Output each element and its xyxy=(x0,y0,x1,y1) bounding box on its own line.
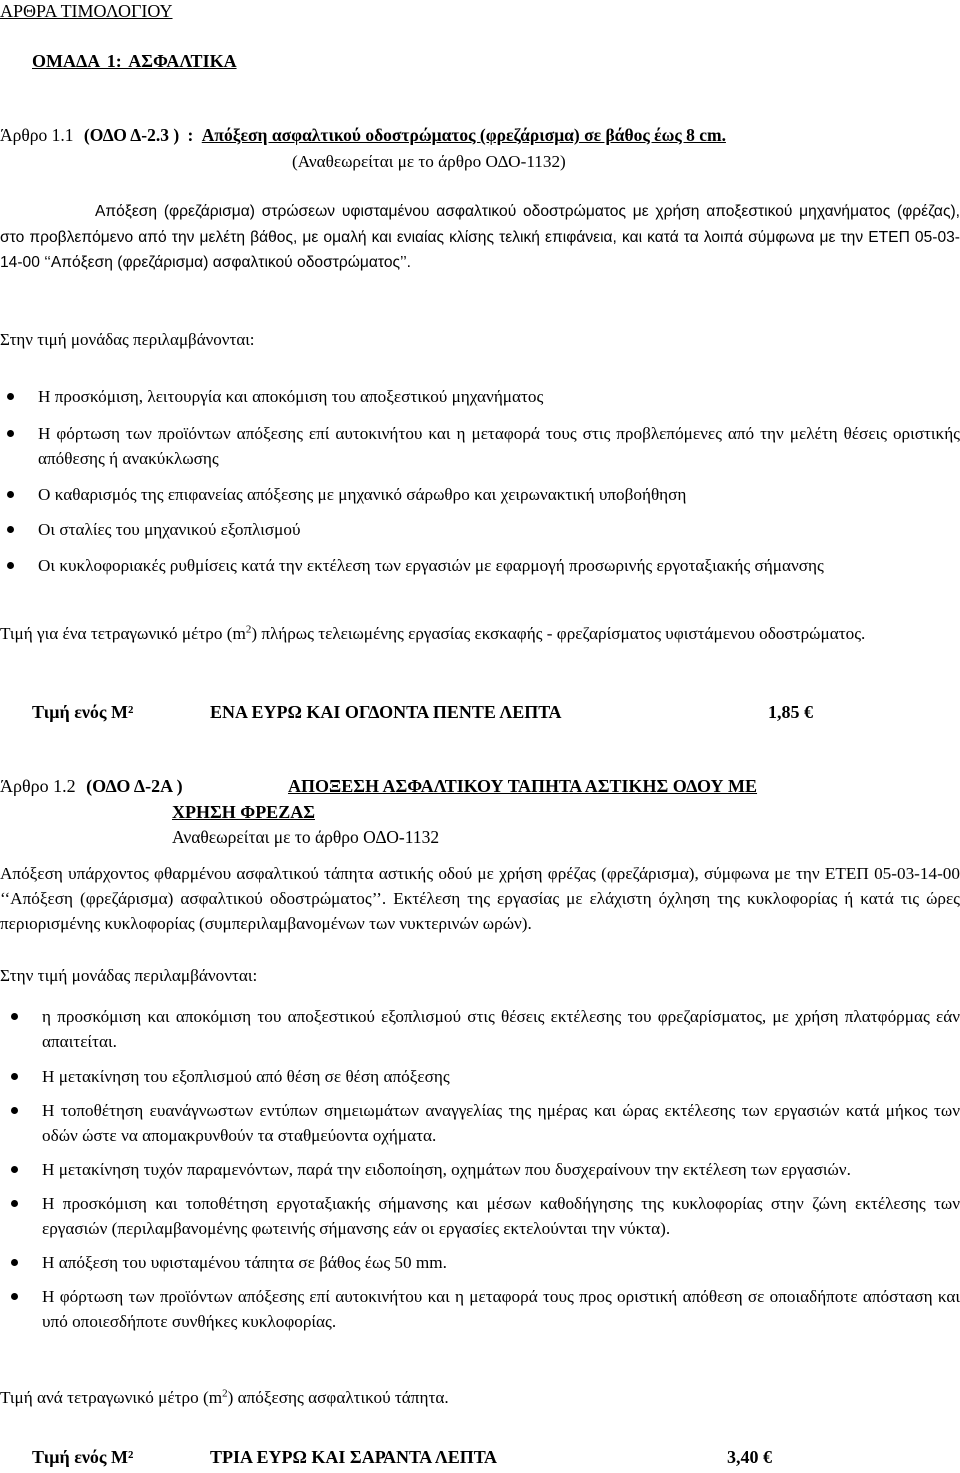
price-value: 1,85 € xyxy=(768,702,813,722)
price-label: Τιμή ενός Μ² xyxy=(32,1447,134,1467)
unit-superscript: 2 xyxy=(245,623,252,636)
unit-text-start: Τιμή για ένα τετραγωνικό μέτρο (m xyxy=(0,624,246,643)
article2-title-line1: ΑΠΟΞΕΣΗ ΑΣΦΑΛΤΙΚΟΥ ΤΑΠΗΤΑ ΑΣΤΙΚΗΣ ΟΔΟΥ ΜΕ xyxy=(288,776,758,796)
list-item: Η φόρτωση των προϊόντων απόξεσης επί αυτοκινήτου και η μεταφορά τους προς οριστική απόθεση σε οποιαδήποτε απόσταση και υπό οποιεσδήποτε συνθήκες κυκλοφορίας. xyxy=(42,1284,960,1334)
article1-heading xyxy=(0,123,960,148)
article2-code: (ΟΔΟ Δ-2Α ) xyxy=(86,776,183,796)
article1-price-row xyxy=(0,700,960,726)
group-title: ΟΜΑΔΑ 1: ΑΣΦΑΛΤΙΚΑ xyxy=(32,51,237,71)
article2-title-line2: ΧΡΗΣΗ ΦΡΕΖΑΣ xyxy=(172,802,315,822)
price-label: Τιμή ενός Μ² xyxy=(32,702,134,722)
list-item: Οι κυκλοφοριακές ρυθμίσεις κατά την εκτέλεση των εργασιών με εφαρμογή προσωρινής εργοταξιακής σήμανσης xyxy=(38,553,960,578)
article2-heading-left xyxy=(0,774,183,799)
list-item: Η μετακίνηση του εξοπλισμού από θέση σε θέση απόξεσης xyxy=(42,1064,960,1089)
list-item: Η προσκόμιση, λειτουργία και αποκόμιση του αποξεστικού μηχανήματος xyxy=(38,384,960,409)
article2-unit-text xyxy=(0,1385,449,1410)
list-item: Οι σταλίες του μηχανικού εξοπλισμού xyxy=(38,517,960,542)
price-value: 3,40 € xyxy=(727,1447,772,1467)
article1-description: Απόξεση (φρεζάρισμα) στρώσεων υφισταμένου ασφαλτικού οδοστρώματος με χρήση αποξεστικού μηχανήματος (φρέζας), στο προβλεπόμενο από την μελέτη βάθος, με ομαλή και ενιαίας κλίσης τελική επιφάνεια, και κατά τα λοιπά σύμφωνα με την ΕΤΕΠ 05-03-14-00 ‘‘Απόξεση (φρεζάρισμα) ασφαλτικού οδοστρώματος’’. xyxy=(0,203,960,271)
article1-title: Απόξεση ασφαλτικού οδοστρώματος (φρεζάρισμα) σε βάθος έως 8 cm. xyxy=(201,125,726,145)
unit-superscript: 2 xyxy=(222,1387,228,1400)
list-item: Η τοποθέτηση ευανάγνωστων εντύπων σημειωμάτων αναγγελίας της ημέρας και ώρας εκτέλεσης των εργασιών κατά μήκος των οδών ώστε να απομακρυνθούν τα σταθμεύοντα οχήματα. xyxy=(42,1098,960,1148)
unit-text-end: ) πλήρως τελειωμένης εργασίας εκσκαφής - φρεζαρίσματος υφιστάμενου οδοστρώματος. xyxy=(251,624,866,643)
article2-includes-intro: Στην τιμή μονάδας περιλαμβάνονται: xyxy=(0,966,258,985)
list-item: η προσκόμιση και αποκόμιση του αποξεστικού εξοπλισμού στις θέσεις εκτέλεσης του φρεζαρίσματος, με χρήση πλατφόρμας εάν απαιτείται. xyxy=(42,1004,960,1054)
price-words: ΕΝΑ ΕΥΡΩ ΚΑΙ ΟΓΔΟΝΤΑ ΠΕΝΤΕ ΛΕΠΤΑ xyxy=(210,702,562,722)
article1-unit-text xyxy=(0,621,960,646)
article1-revision: (Αναθεωρείται με το άρθρο ΟΔΟ-1132) xyxy=(292,152,566,171)
list-item: Ο καθαρισμός της επιφανείας απόξεσης με μηχανικό σάρωθρο και χειρωνακτική υποβοήθηση xyxy=(38,482,960,507)
list-item: Η μετακίνηση τυχόν παραμενόντων, παρά την ειδοποίηση, οχημάτων που δυσχεραίνουν την εκτέλεση των εργασιών. xyxy=(42,1157,960,1182)
unit-text-start: Τιμή ανά τετραγωνικό μέτρο (m xyxy=(0,1388,223,1407)
list-item: Η φόρτωση των προϊόντων απόξεσης επί αυτοκινήτου και η μεταφορά τους στις προβλεπόμενες από την μελέτη θέσεις οριστικής απόθεσης ή ανακύκλωσης xyxy=(38,421,960,471)
unit-text-end: ) απόξεσης ασφαλτικού τάπητα. xyxy=(227,1388,449,1407)
doc-title: ΑΡΘΡΑ ΤΙΜΟΛΟΓΙΟΥ xyxy=(0,1,173,21)
article1-separator: : xyxy=(187,125,194,145)
price-words: ΤΡΙΑ ΕΥΡΩ ΚΑΙ ΣΑΡΑΝΤΑ ΛΕΠΤΑ xyxy=(210,1447,497,1467)
article2-revision: Αναθεωρείται με το άρθρο ΟΔΟ-1132 xyxy=(172,827,440,847)
article1-code: (ΟΔΟ Δ-2.3 ) xyxy=(83,125,180,145)
article2-price-row xyxy=(0,1445,960,1471)
article2-items-list xyxy=(42,1004,960,1334)
list-item: Η προσκόμιση και τοποθέτηση εργοταξιακής σήμανσης και μέσων καθοδήγησης της κυκλοφορίας στην ζώνη εκτέλεσης των εργασιών (περιλαμβανομένης φωτεινής σήμανσης εάν οι εργασίες εκτελούνται την νύκτα). xyxy=(42,1191,960,1241)
article2-description: Απόξεση υπάρχοντος φθαρμένου ασφαλτικού τάπητα αστικής οδού με χρήση φρέζας (φρεζάρισμα), σύμφωνα με την ΕΤΕΠ 05-03-14-00 ‘‘Απόξεση (φρεζάρισμα) ασφαλτικού οδοστρώματος’’. Εκτέλεση της εργασίας με ελάχιστη όχληση της κυκλοφορίας ή κατά τις ώρες περιορισμένης κυκλοφορίας (συμπεριλαμβανομένων των νυκτερινών ωρών). xyxy=(0,864,960,933)
list-item: Η απόξεση του υφισταμένου τάπητα σε βάθος έως 50 mm. xyxy=(42,1250,960,1275)
article1-label: Άρθρο 1.1 xyxy=(0,125,74,145)
article1-items-list xyxy=(38,384,960,578)
article1-includes-intro: Στην τιμή μονάδας περιλαμβάνονται: xyxy=(0,330,255,349)
article2-label: Άρθρο 1.2 xyxy=(0,776,76,796)
